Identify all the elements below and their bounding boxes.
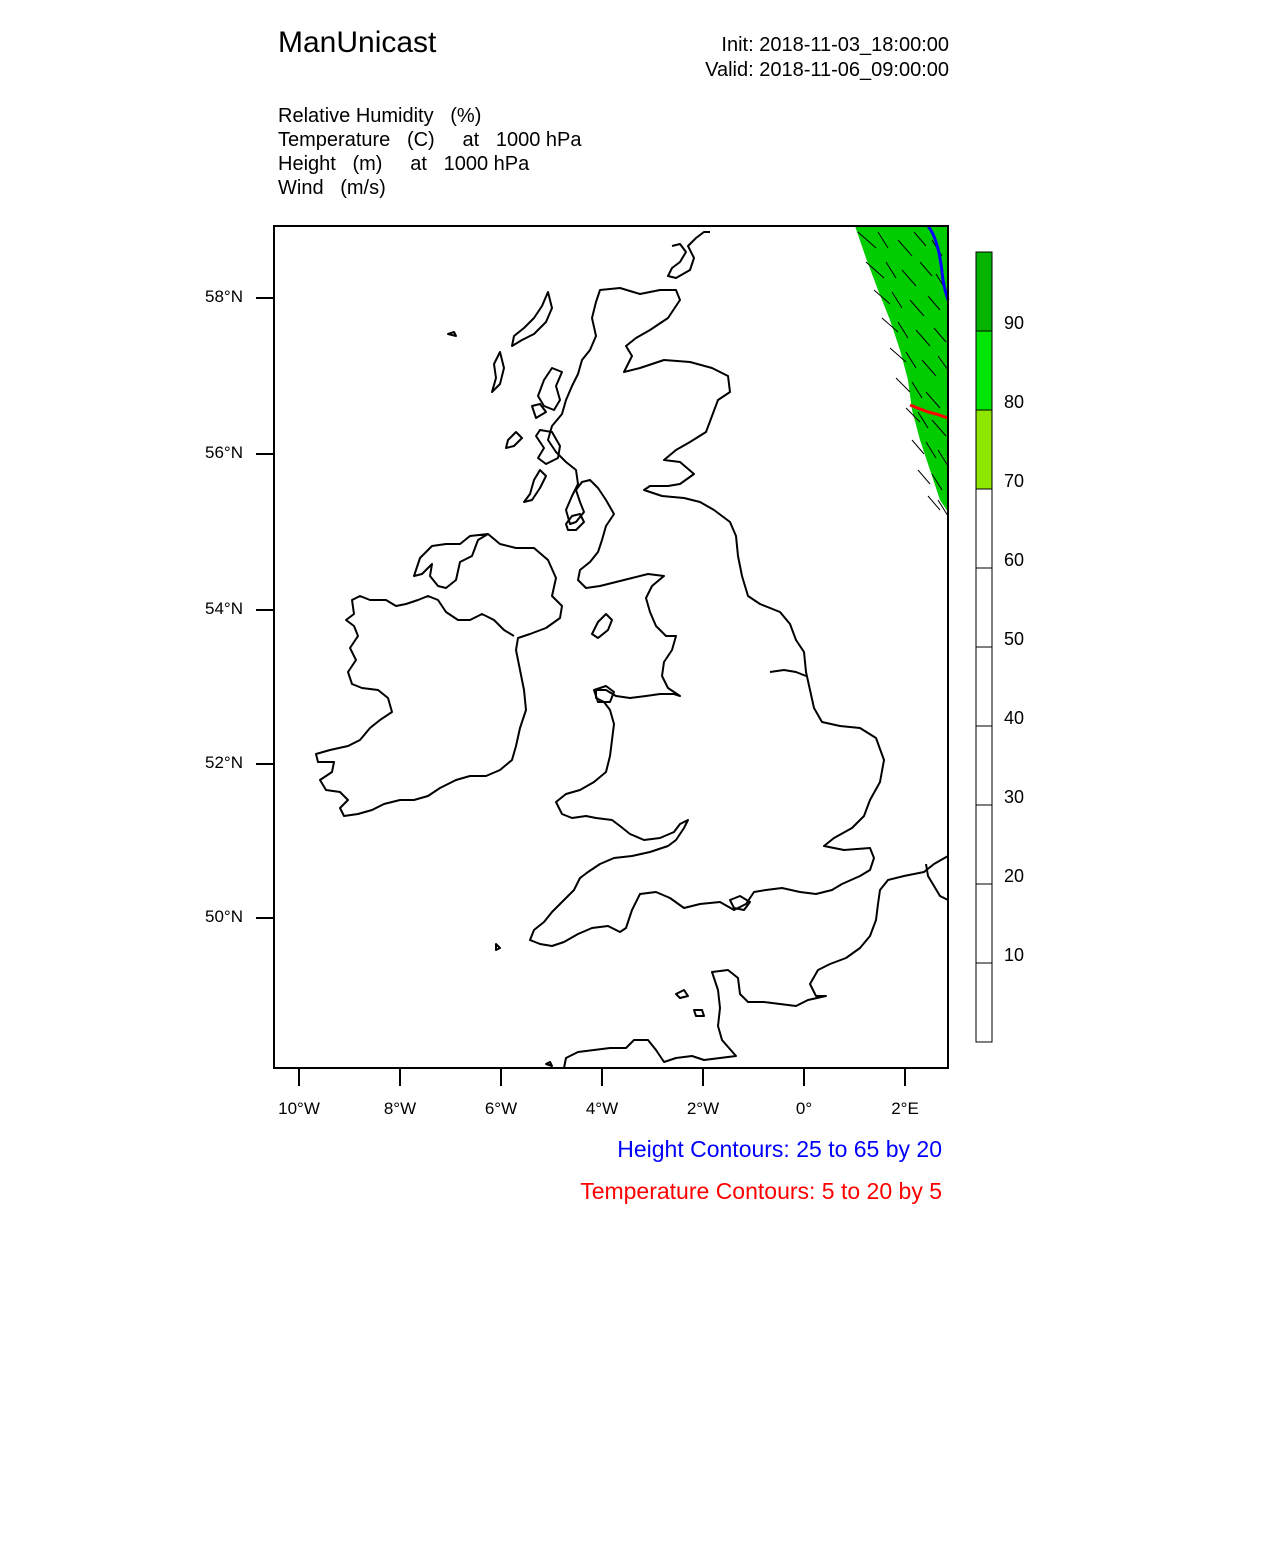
lat-label-56n: 56°N (205, 443, 243, 462)
colorbar-label-90: 90 (1004, 313, 1025, 333)
lon-label-2w: 2°W (686, 1099, 720, 1118)
colorbar-bin-0-10 (976, 963, 992, 1042)
colorbar-label-80: 80 (1004, 392, 1025, 412)
colorbar-bin-70-80 (976, 410, 992, 489)
colorbar-label-10: 10 (1004, 945, 1025, 965)
map-title: ManUnicast (278, 26, 437, 59)
colorbar-label-30: 30 (1004, 787, 1025, 807)
map-frame (274, 226, 948, 1068)
lon-label-2e: 2°E (891, 1099, 919, 1118)
france-coast (564, 856, 948, 1068)
lat-label-54n: 54°N (205, 599, 243, 618)
init-time: Init: 2018-11-03_18:00:00 (721, 34, 949, 56)
lon-label-10w: 10°W (278, 1099, 320, 1118)
colorbar-label-70: 70 (1004, 471, 1025, 491)
humidity-fill (855, 226, 948, 512)
orkney-coast (668, 232, 710, 278)
colorbar-label-50: 50 (1004, 629, 1025, 649)
temperature-contours-note: Temperature Contours: 5 to 20 by 5 (580, 1178, 942, 1204)
field-temperature: Temperature (C) at 1000 hPa (278, 129, 582, 151)
lat-ticks (256, 298, 274, 918)
colorbar-bin-40-50 (976, 647, 992, 726)
lon-label-8w: 8°W (383, 1099, 417, 1118)
colorbar-bin-50-60 (976, 568, 992, 647)
lon-label-0: 0° (795, 1099, 813, 1118)
great-britain-coast (530, 288, 884, 946)
isle-of-man-coast (592, 614, 612, 638)
lon-ticks (299, 1068, 905, 1086)
colorbar-label-20: 20 (1004, 866, 1025, 886)
colorbar-label-40: 40 (1004, 708, 1025, 728)
lon-label-6w: 6°W (484, 1099, 518, 1118)
colorbar-bin-80-90 (976, 331, 992, 410)
ireland-coast (316, 534, 562, 816)
colorbar-label-60: 60 (1004, 550, 1025, 570)
field-wind: Wind (m/s) (278, 177, 386, 199)
colorbar-bin-60-70 (976, 489, 992, 568)
coastlines (316, 232, 948, 1068)
field-relative-humidity: Relative Humidity (%) (278, 105, 482, 127)
hebrides-coast (512, 292, 552, 346)
colorbar (976, 252, 992, 1042)
colorbar-bin-10-20 (976, 884, 992, 963)
lon-label-4w: 4°W (585, 1099, 619, 1118)
colorbar-bin-90-100 (976, 252, 992, 331)
colorbar-bin-30-40 (976, 726, 992, 805)
lat-label-52n: 52°N (205, 753, 243, 772)
lat-label-50n: 50°N (205, 907, 243, 926)
valid-time: Valid: 2018-11-06_09:00:00 (705, 59, 949, 81)
colorbar-bin-20-30 (976, 805, 992, 884)
field-height: Height (m) at 1000 hPa (278, 153, 530, 175)
height-contours-note: Height Contours: 25 to 65 by 20 (617, 1136, 942, 1162)
lat-label-58n: 58°N (205, 287, 243, 306)
